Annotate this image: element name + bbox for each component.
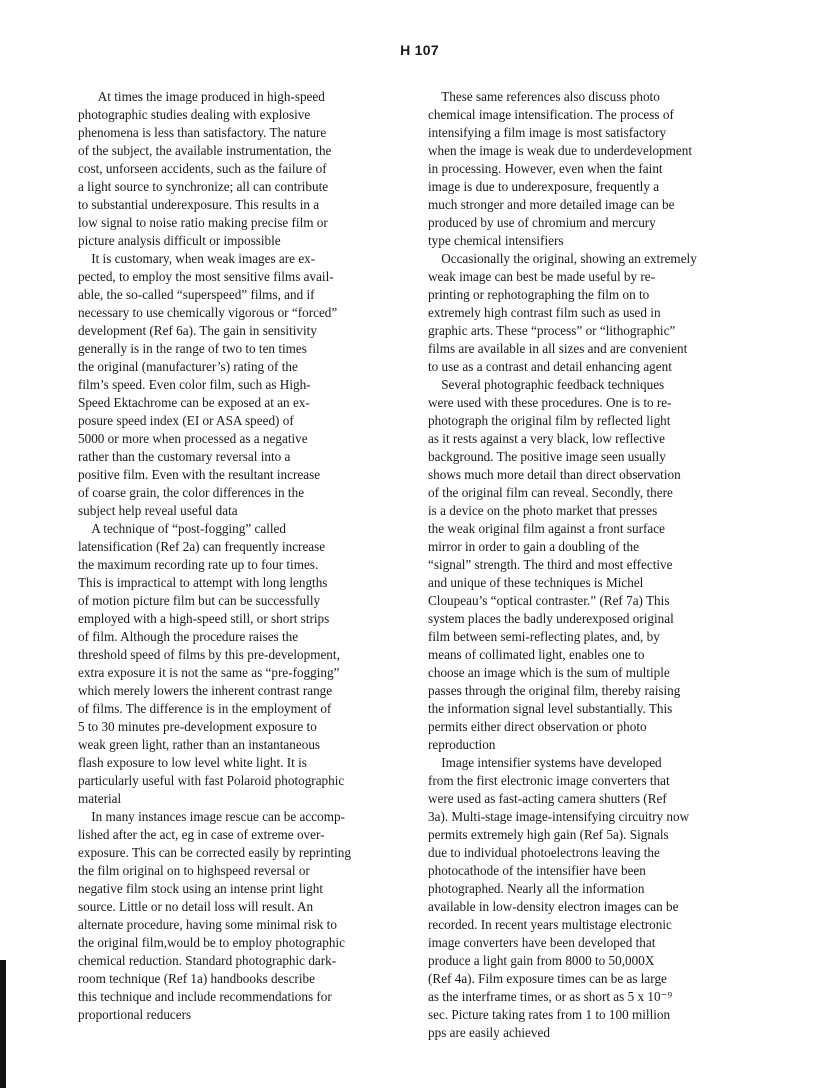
text-line: picture analysis difficult or impossible <box>78 233 281 248</box>
paragraph <box>428 250 758 376</box>
text-line: necessary to use chemically vigorous or “forced” <box>78 305 338 320</box>
text-line: photograph the original film by reflected light <box>428 413 671 428</box>
text-line: of the original film can reveal. Secondly, there <box>428 485 673 500</box>
text-line: much stronger and more detailed image can be <box>428 197 675 212</box>
text-line: as the interframe times, or as short as 5 x 10⁻⁹ <box>428 989 673 1004</box>
paragraph <box>78 250 408 520</box>
text-line: pected, to employ the most sensitive films avail- <box>78 269 334 284</box>
text-line: source. Little or no detail loss will result. An <box>78 899 314 914</box>
text-line: It is customary, when weak images are ex- <box>78 251 316 266</box>
text-line: 3a). Multi-stage image-intensifying circuitry now <box>428 809 690 824</box>
text-line: this technique and include recommendations for <box>78 989 332 1004</box>
text-line: chemical image intensification. The process of <box>428 107 674 122</box>
text-line: graphic arts. These “process” or “lithographic” <box>428 323 676 338</box>
text-line: system places the badly underexposed original <box>428 611 674 626</box>
text-line: lished after the act, eg in case of extreme over- <box>78 827 325 842</box>
text-line: extremely high contrast film such as used in <box>428 305 661 320</box>
text-line: choose an image which is the sum of multiple <box>428 665 670 680</box>
text-line: a light source to synchronize; all can contribute <box>78 179 329 194</box>
text-line: of the subject, the available instrumentation, the <box>78 143 332 158</box>
text-line: the film original on to highspeed reversal or <box>78 863 310 878</box>
text-line: Speed Ektachrome can be exposed at an ex- <box>78 395 310 410</box>
text-line: threshold speed of films by this pre-development, <box>78 647 340 662</box>
text-line: due to individual photoelectrons leaving the <box>428 845 660 860</box>
text-line: available in low-density electron images can be <box>428 899 679 914</box>
text-line: employed with a high-speed still, or short strips <box>78 611 330 626</box>
text-line: pps are easily achieved <box>428 1025 550 1040</box>
text-line: 5 to 30 minutes pre-development exposure to <box>78 719 317 734</box>
text-line: particularly useful with fast Polaroid photographic <box>78 773 345 788</box>
text-line: and unique of these techniques is Michel <box>428 575 644 590</box>
text-line: At times the image produced in high-speed <box>78 89 325 104</box>
text-line: when the image is weak due to underdevelopment <box>428 143 693 158</box>
text-line: extra exposure it is not the same as “pre-fogging” <box>78 665 340 680</box>
text-line: exposure. This can be corrected easily by reprinting <box>78 845 351 860</box>
text-line: of coarse grain, the color differences in the <box>78 485 305 500</box>
text-line: low signal to noise ratio making precise film or <box>78 215 328 230</box>
paragraph <box>428 754 758 1042</box>
text-line: Image intensifier systems have developed <box>428 755 662 770</box>
text-line: (Ref 4a). Film exposure times can be as large <box>428 971 667 986</box>
paragraph <box>78 808 408 1024</box>
text-line: 5000 or more when processed as a negative <box>78 431 308 446</box>
paragraph <box>78 88 408 250</box>
text-line: of film. Although the procedure raises the <box>78 629 299 644</box>
text-line: background. The positive image seen usually <box>428 449 666 464</box>
text-line: the weak original film against a front surface <box>428 521 665 536</box>
right-column <box>428 88 758 1042</box>
text-line: weak green light, rather than an instantaneous <box>78 737 321 752</box>
text-line: A technique of “post-fogging” called <box>78 521 287 536</box>
text-line: alternate procedure, having some minimal risk to <box>78 917 337 932</box>
text-line: photographed. Nearly all the information <box>428 881 645 896</box>
text-line: cost, unforseen accidents, such as the failure of <box>78 161 327 176</box>
text-line: of motion picture film but can be successfully <box>78 593 321 608</box>
text-line: flash exposure to low level white light. It is <box>78 755 307 770</box>
text-line: were used with these procedures. One is to re- <box>428 395 672 410</box>
text-line: rather than the customary reversal into a <box>78 449 291 464</box>
text-line: the original (manufacturer’s) rating of the <box>78 359 298 374</box>
text-line: Occasionally the original, showing an extremely <box>428 251 697 266</box>
text-line: passes through the original film, thereby raising <box>428 683 681 698</box>
paragraph <box>78 520 408 808</box>
text-line: the information signal level substantially. This <box>428 701 673 716</box>
text-line: shows much more detail than direct observation <box>428 467 681 482</box>
text-line: film’s speed. Even color film, such as High- <box>78 377 311 392</box>
text-line: photocathode of the intensifier have been <box>428 863 646 878</box>
text-line: printing or rephotographing the film on to <box>428 287 650 302</box>
text-line: reproduction <box>428 737 496 752</box>
text-line: to substantial underexposure. This results in a <box>78 197 320 212</box>
text-line: sec. Picture taking rates from 1 to 100 million <box>428 1007 671 1022</box>
text-line: Several photographic feedback techniques <box>428 377 665 392</box>
text-line: were used as fast-acting camera shutters (Ref <box>428 791 667 806</box>
text-line: from the first electronic image converters that <box>428 773 670 788</box>
text-line: generally is in the range of two to ten times <box>78 341 307 356</box>
text-line: material <box>78 791 122 806</box>
text-line: room technique (Ref 1a) handbooks describe <box>78 971 315 986</box>
scan-edge-mark <box>0 960 6 1088</box>
text-line: Cloupeau’s “optical contraster.” (Ref 7a) This <box>428 593 670 608</box>
text-line: permits extremely high gain (Ref 5a). Signals <box>428 827 669 842</box>
text-line: development (Ref 6a). The gain in sensitivity <box>78 323 317 338</box>
text-line: weak image can best be made useful by re- <box>428 269 656 284</box>
text-line: as it rests against a very black, low reflective <box>428 431 665 446</box>
text-line: These same references also discuss photo <box>428 89 660 104</box>
text-line: film between semi-reflecting plates, and, by <box>428 629 660 644</box>
text-line: latensification (Ref 2a) can frequently increase <box>78 539 326 554</box>
text-line: This is impractical to attempt with long lengths <box>78 575 328 590</box>
paragraph <box>428 376 758 754</box>
text-line: the maximum recording rate up to four times. <box>78 557 319 572</box>
text-line: In many instances image rescue can be accomp- <box>78 809 345 824</box>
text-line: proportional reducers <box>78 1007 192 1022</box>
text-line: permits either direct observation or photo <box>428 719 647 734</box>
text-line: produce a light gain from 8000 to 50,000X <box>428 953 655 968</box>
text-line: photographic studies dealing with explosive <box>78 107 311 122</box>
text-line: intensifying a film image is most satisfactory <box>428 125 667 140</box>
text-line: the original film,would be to employ photographic <box>78 935 345 950</box>
page-number: H 107 <box>400 42 439 58</box>
text-line: phenomena is less than satisfactory. The nature <box>78 125 327 140</box>
left-column <box>78 88 408 1024</box>
text-line: recorded. In recent years multistage electronic <box>428 917 672 932</box>
text-line: produced by use of chromium and mercury <box>428 215 656 230</box>
text-line: positive film. Even with the resultant increase <box>78 467 321 482</box>
text-line: negative film stock using an intense print light <box>78 881 324 896</box>
text-line: in processing. However, even when the faint <box>428 161 663 176</box>
text-line: mirror in order to gain a doubling of the <box>428 539 639 554</box>
text-line: which merely lowers the inherent contrast range <box>78 683 333 698</box>
text-line: image is due to underexposure, frequently a <box>428 179 660 194</box>
text-line: is a device on the photo market that presses <box>428 503 658 518</box>
text-line: subject help reveal useful data <box>78 503 238 518</box>
text-line: image converters have been developed that <box>428 935 656 950</box>
text-line: “signal” strength. The third and most effective <box>428 557 673 572</box>
text-line: means of collimated light, enables one to <box>428 647 645 662</box>
text-line: of films. The difference is in the employment of <box>78 701 332 716</box>
text-line: type chemical intensifiers <box>428 233 564 248</box>
paragraph <box>428 88 758 250</box>
text-line: able, the so-called “superspeed” films, and if <box>78 287 315 302</box>
text-line: posure speed index (EI or ASA speed) of <box>78 413 294 428</box>
text-line: chemical reduction. Standard photographic dark- <box>78 953 337 968</box>
text-line: to use as a contrast and detail enhancing agent <box>428 359 672 374</box>
text-line: films are available in all sizes and are convenient <box>428 341 688 356</box>
